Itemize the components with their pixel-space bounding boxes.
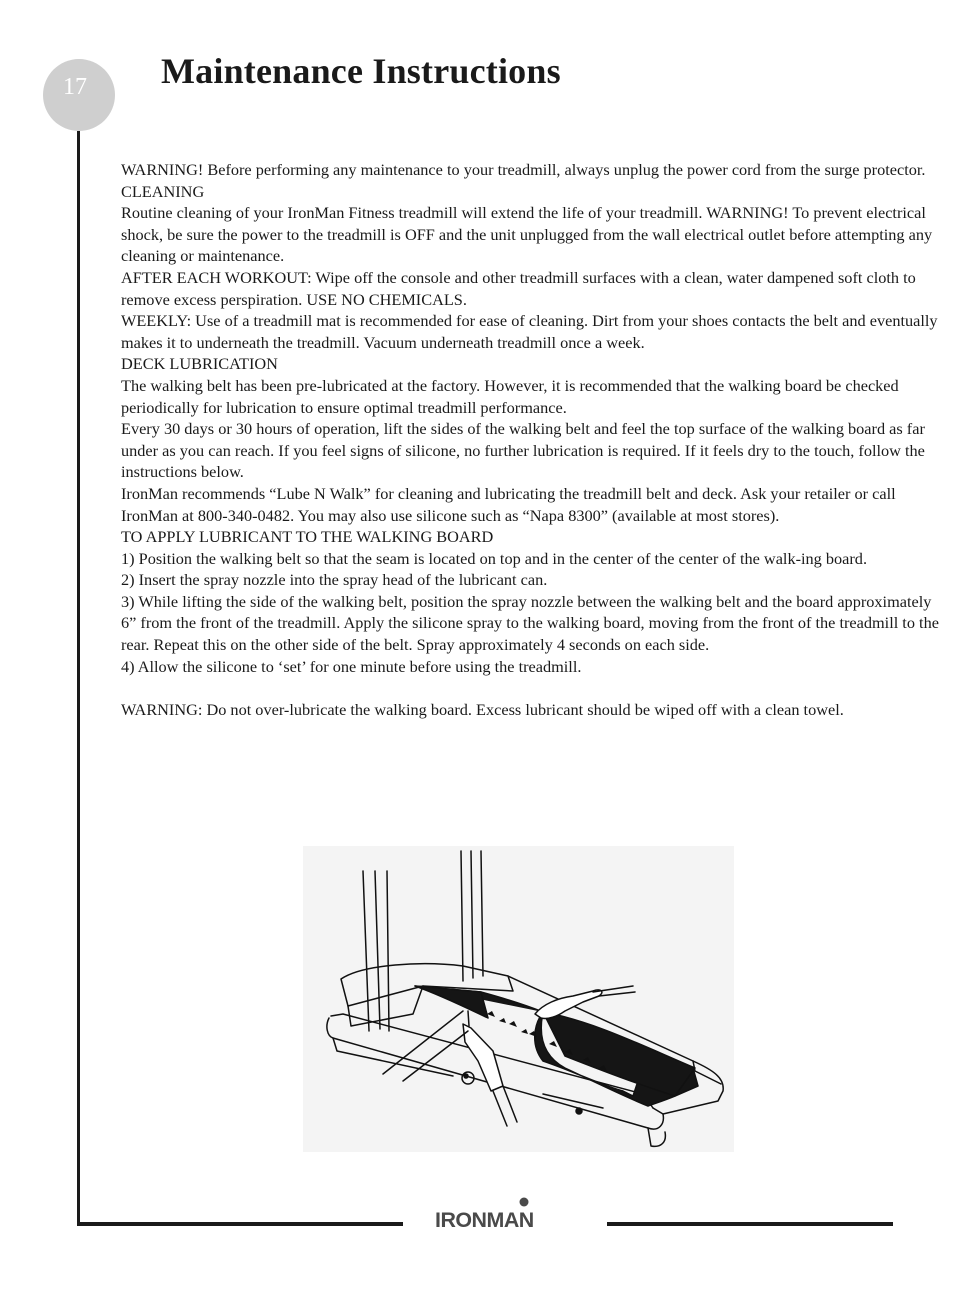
warning-over-lubricate: WARNING: Do not over-lubricate the walking board. Excess lubricant should be wiped off with a clean towel.	[121, 699, 844, 719]
after-workout-paragraph: AFTER EACH WORKOUT: Wipe off the console and other treadmill surfaces with a clean, water dampened soft cloth to remove excess perspiration. USE NO CHEMICALS.	[121, 267, 916, 309]
footer-rule-left	[77, 1222, 403, 1226]
weekly-paragraph: WEEKLY: Use of a treadmill mat is recommended for ease of cleaning. Dirt from your shoes contacts the belt and eventually makes it to underneath the treadmill. Vacuum underneath treadmill once a week.	[121, 311, 938, 352]
ironman-logo	[435, 1197, 585, 1235]
every-30-days-paragraph: Every 30 days or 30 hours of operation, lift the sides of the walking belt and feel the top surface of the walking board as far under as you can reach. If you feel signs of silicone, no further lubrication is required. If it feels dry to the touch, follow the instructions below.	[121, 419, 925, 482]
heading-cleaning: CLEANING	[121, 181, 205, 201]
ironman-figure-icon	[516, 1197, 532, 1211]
lube-recommendation-paragraph: IronMan recommends “Lube N Walk” for cleaning and lubricating the treadmill belt and deck. Ask your retailer or call IronMan at 800-340-0482. You may also use silicone such as “Napa 8300” (available at most stores).	[121, 483, 896, 525]
step-1: 1) Position the walking belt so that the seam is located on top and in the center of the center of the walk-ing board.	[121, 548, 868, 568]
footer-rule-right	[607, 1222, 893, 1226]
prelubricated-paragraph: The walking belt has been pre-lubricated at the factory. However, it is recommended that the walking board be checked periodically for lubrication to ensure optimal treadmill performance.	[121, 375, 899, 417]
logo-text: IRONMAN	[435, 1209, 534, 1232]
warning-unplug: WARNING! Before performing any maintenance to your treadmill, always unplug the power cord from the surge protector.	[121, 160, 926, 179]
paragraph-gap	[121, 677, 943, 699]
cleaning-paragraph: Routine cleaning of your IronMan Fitness treadmill will extend the life of your treadmill. WARNING! To prevent electrical shock, be sure the power to the treadmill is OFF and the unit unplugged from the wall electrical outlet before attempting any cleaning or maintenance.	[121, 203, 933, 266]
step-3: 3) While lifting the side of the walking belt, position the spray nozzle between the walking belt and the board approximately 6” from the front of the treadmill. Apply the silicone spray to the walking board, moving from the front of the treadmill to the rear. Repeat this on the other side of the belt. Spray approximately 4 seconds on each side.	[121, 591, 939, 655]
heading-apply-lubricant: TO APPLY LUBRICANT TO THE WALKING BOARD	[121, 527, 494, 547]
page-number-badge: 17	[43, 59, 115, 131]
page-title: Maintenance Instructions	[161, 51, 561, 91]
step-4: 4) Allow the silicone to ‘set’ for one minute before using the treadmill.	[121, 656, 582, 676]
left-vertical-rule	[77, 131, 80, 1226]
treadmill-lubrication-illustration	[303, 846, 734, 1152]
heading-deck-lubrication: DECK LUBRICATION	[121, 354, 278, 374]
step-2: 2) Insert the spray nozzle into the spray head of the lubricant can.	[121, 570, 548, 590]
maintenance-body	[121, 159, 943, 720]
